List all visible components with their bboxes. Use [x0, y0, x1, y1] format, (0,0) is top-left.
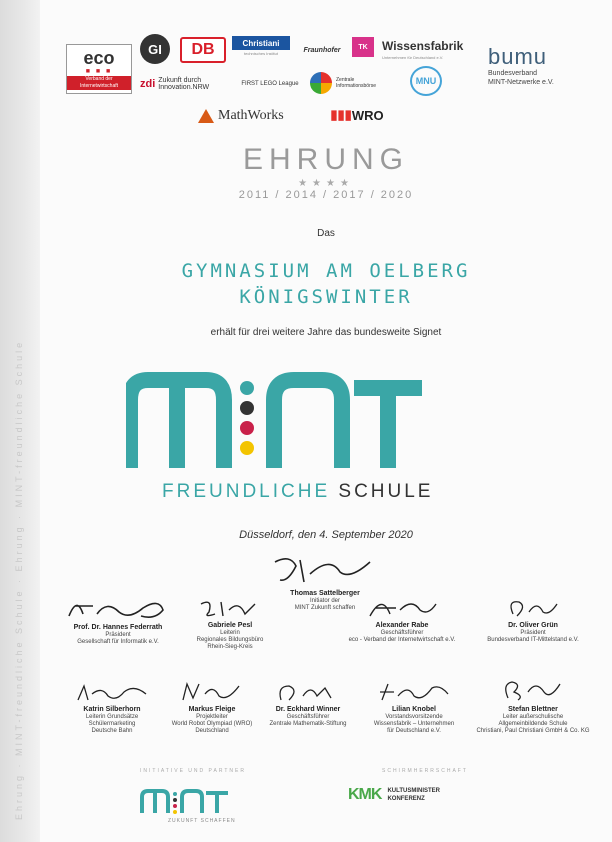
signatory-3-name: Gabriele Pesl — [207, 622, 253, 629]
christiani-logo: Christiani — [232, 36, 290, 50]
colorful-bubble-icon — [310, 72, 332, 94]
signatory-2 — [58, 594, 178, 646]
left-decorative-strip — [0, 0, 40, 842]
wro-logo-mark: ▮▮▮ — [330, 107, 352, 122]
mint-dot-black — [240, 401, 254, 415]
pink-sponsor-logo: TK — [352, 37, 374, 57]
signatory-4-role2: eco - Verband der Internetwirtschaft e.V. — [348, 637, 456, 643]
signatory-2-role1: Präsident — [105, 632, 131, 638]
mint-dot-red — [240, 421, 254, 435]
signatory-4-role1: Geschäftsführer — [380, 630, 424, 636]
signatory-7-role1: Projektleiter — [196, 714, 228, 720]
intro-text: Das — [317, 228, 335, 239]
kmk-logo-text — [387, 787, 440, 803]
signatory-4-name: Alexander Rabe — [375, 622, 429, 629]
zdi-logo-mark: zdi — [140, 78, 156, 90]
signature-9 — [374, 680, 454, 704]
signatory-8-role2: Zentrale Mathematik-Stiftung — [269, 721, 347, 727]
footer-initiative-caption: INITIATIVE UND PARTNER — [140, 768, 246, 774]
signatory-9-name: Lilian Knobel — [392, 706, 436, 713]
sidebar-watermark-text: Ehrung · MINT-freundliche Schule · Ehrung · MINT-freundliche Schule — [14, 339, 24, 820]
signatory-10 — [468, 678, 598, 735]
signatory-6-role2: Schülermarketing — [88, 721, 136, 727]
fraunhofer-logo: Fraunhofer — [303, 46, 341, 54]
signatory-5-role2: Bundesverband IT-Mittelstand e.V. — [487, 637, 579, 643]
signatory-9-role2: Wissensfabrik – Unternehmen — [373, 721, 455, 727]
award-statement: erhält für drei weitere Jahre das bundesweite Signet — [210, 327, 442, 338]
wissensfabrik-logo-sub: Unternehmen für Deutschland e.V. — [382, 55, 444, 60]
school-name-line2: KÖNIGSWINTER — [239, 286, 413, 308]
first-lego-league-logo: FIRST LEGO League — [241, 81, 299, 87]
eco-logo-dots: ■ ■ ■ — [85, 68, 113, 75]
kmk-line1: KULTUSMINISTER — [387, 788, 440, 794]
bumu-logo — [488, 40, 564, 92]
signatory-7-role2: World Robot Olympiad (WRO) — [171, 721, 253, 727]
signature-6 — [72, 682, 152, 704]
footer-patronage-caption: SCHIRMHERRSCHAFT — [382, 768, 468, 774]
db-logo: DB — [180, 37, 226, 63]
signature-2 — [63, 594, 173, 622]
mathworks-peak-icon — [198, 109, 214, 123]
place-and-date: Düsseldorf, den 4. September 2020 — [239, 529, 413, 541]
signature-8 — [273, 682, 343, 704]
bumu-logo-sub1: Bundesverband — [488, 70, 538, 77]
signatory-6-name: Katrin Silberhorn — [83, 706, 141, 713]
footer-mint-sub: ZUKUNFT SCHAFFEN — [168, 818, 236, 824]
signatory-6 — [62, 682, 162, 735]
signature-4 — [362, 592, 442, 620]
award-years: 2011 / 2014 / 2017 / 2020 — [238, 189, 414, 201]
signet-subtitle — [162, 481, 433, 503]
signature-5 — [503, 596, 563, 620]
signature-3 — [195, 598, 265, 620]
signatory-1-role2: MINT Zukunft schaffen — [294, 605, 356, 611]
award-stars: ★★★★ — [298, 178, 354, 189]
signatory-5 — [474, 596, 592, 644]
gi-logo: GI — [140, 34, 170, 64]
signatory-10-role2: Allgemeinbildende Schule — [498, 721, 568, 727]
mint-signet-logo — [126, 360, 426, 470]
signatory-8-name: Dr. Eckhard Winner — [275, 706, 341, 713]
mnu-logo: MNU — [410, 66, 442, 96]
signatory-7 — [162, 680, 262, 735]
signatory-10-role3: Christiani, Paul Christiani GmbH & Co. KG — [476, 728, 590, 734]
signatory-10-name: Stefan Blettner — [508, 706, 558, 713]
footer-mint-logo — [140, 785, 230, 815]
school-name-line1: GYMNASIUM AM OELBERG — [181, 260, 471, 282]
wissensfabrik-logo: Wissensfabrik — [382, 39, 464, 53]
signature-7 — [177, 680, 247, 704]
kmk-logo-mark: KMK — [348, 786, 382, 803]
bumu-logo-name: bumu — [488, 44, 548, 69]
signatory-8-role1: Geschäftsführer — [286, 714, 330, 720]
zdi-logo — [140, 72, 212, 96]
signatory-2-role2: Gesellschaft für Informatik e.V. — [77, 639, 159, 645]
signatory-2-name: Prof. Dr. Hannes Federrath — [73, 624, 163, 631]
signatory-7-role3: Deutschland — [195, 728, 229, 734]
signatory-1-role1: Initiator der — [309, 598, 340, 604]
signatory-3-role3: Rhein-Sieg-Kreis — [207, 644, 253, 650]
mint-dot-teal — [240, 381, 254, 395]
eco-logo-name: eco — [83, 48, 115, 68]
signatory-9-role1: Vorstandsvorsitzende — [385, 714, 443, 720]
kmk-line2: KONFERENZ — [387, 796, 425, 802]
informationsboerse-logo — [310, 70, 390, 96]
eco-logo-sub: Verband der Internetwirtschaft — [67, 76, 131, 90]
certificate-title: EHRUNG — [242, 143, 409, 176]
signatory-5-name: Dr. Oliver Grün — [508, 622, 558, 629]
signatory-7-name: Markus Fleige — [188, 706, 236, 713]
informationsboerse-text: Zentrale Informationsbörse — [336, 77, 377, 89]
signature-10 — [498, 678, 568, 704]
signatory-3-role1: Leiterin — [220, 630, 240, 636]
eco-logo — [66, 44, 132, 94]
school-name — [40, 258, 612, 310]
signatory-5-role1: Präsident — [520, 630, 546, 636]
kmk-logo — [348, 786, 440, 804]
mint-dot-yellow — [240, 441, 254, 455]
signet-subtitle-freundliche: FREUNDLICHE — [162, 481, 331, 502]
signet-subtitle-schule: SCHULE — [338, 481, 434, 502]
mathworks-logo — [198, 106, 298, 126]
signatory-9-role3: für Deutschland e.V. — [387, 728, 441, 734]
zdi-logo-text: Zukunft durch Innovation.NRW — [158, 77, 210, 91]
wro-logo — [312, 104, 402, 126]
bumu-logo-sub2: MINT-Netzwerke e.V. — [488, 79, 554, 86]
wro-logo-text: WRO — [351, 107, 384, 123]
mathworks-logo-text: MathWorks — [218, 108, 284, 123]
signatory-9 — [356, 680, 472, 735]
signatory-3 — [180, 598, 280, 651]
signature-1 — [270, 552, 380, 588]
signatory-4 — [332, 592, 472, 644]
signatory-3-role2: Regionales Bildungsbüro — [196, 637, 264, 643]
christiani-logo-sub: technisches Institut — [243, 51, 279, 56]
signatory-6-role3: Deutsche Bahn — [91, 728, 133, 734]
signatory-10-role1: Leiter außerschulische — [502, 714, 564, 720]
signatory-8 — [258, 682, 358, 728]
signatory-6-role1: Leiterin Grundsätze — [85, 714, 139, 720]
signatory-1-name: Thomas Sattelberger — [290, 590, 360, 597]
